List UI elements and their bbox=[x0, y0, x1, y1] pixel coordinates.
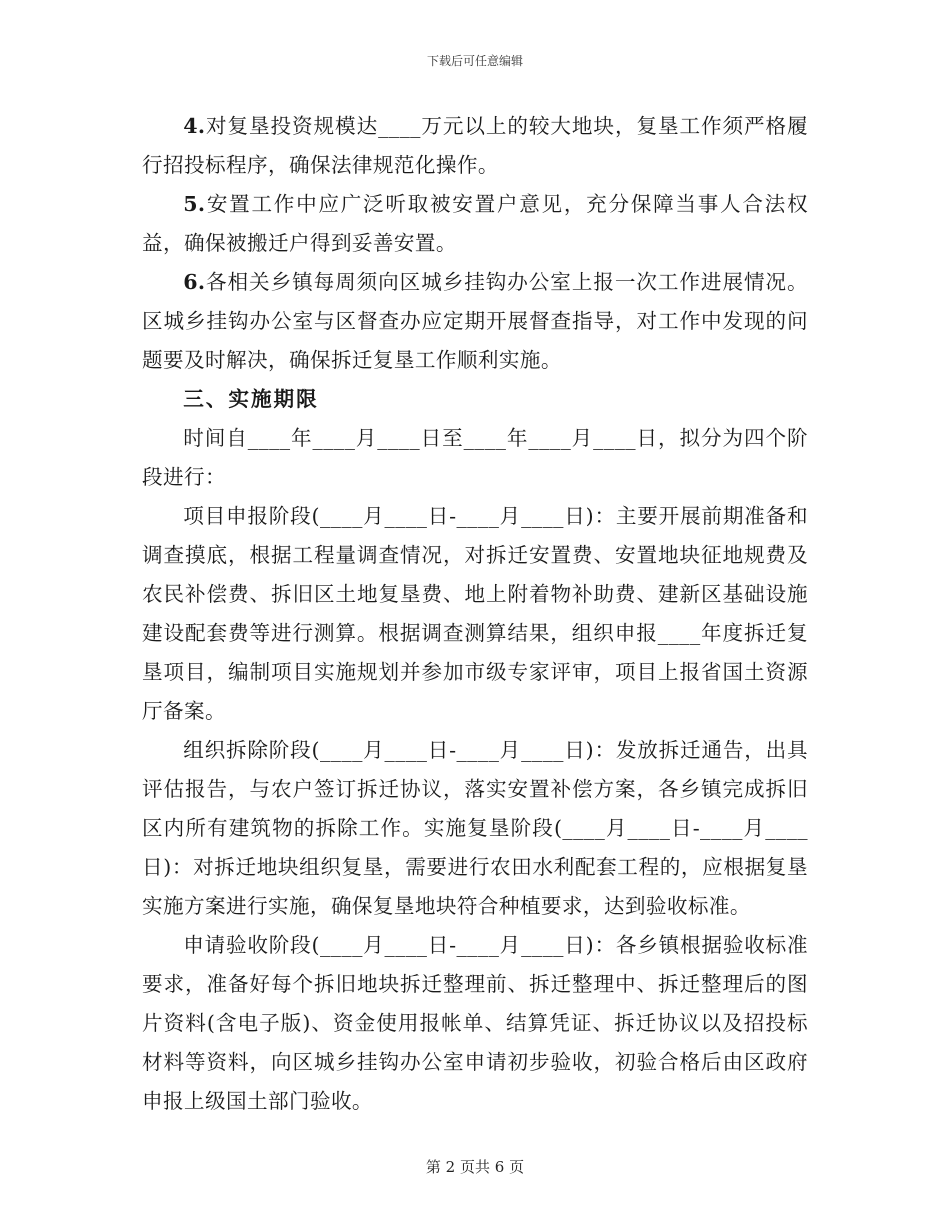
page-footer: 第 2 页共 6 页 bbox=[425, 1158, 525, 1176]
clause-5 bbox=[142, 185, 808, 263]
document-body bbox=[142, 107, 808, 1121]
clause-text: 各相关乡镇每周须向区城乡挂钩办公室上报一次工作进展情况。区城乡挂钩办公室与区督查办应定期开展督查指导，对工作中发现的问题要及时解决，确保拆迁复垦工作顺利实施。 bbox=[142, 270, 808, 372]
clause-6 bbox=[142, 263, 808, 380]
clause-text: 对复垦投资规模达____万元以上的较大地块，复垦工作须严格履行招投标程序，确保法律规范化操作。 bbox=[142, 114, 808, 177]
clause-text: 安置工作中应广泛听取被安置户意见，充分保障当事人合法权益，确保被搬迁户得到妥善安置。 bbox=[142, 192, 808, 255]
period-intro-paragraph: 时间自____年____月____日至____年____月____日，拟分为四个阶段进行： bbox=[142, 426, 808, 489]
clause-number: 6. bbox=[183, 270, 206, 294]
page-header: 下载后可任意编辑 bbox=[426, 54, 523, 68]
clause-number: 4. bbox=[183, 114, 206, 138]
clause-number: 5. bbox=[183, 192, 206, 216]
section-heading: 三、实施期限 bbox=[183, 387, 319, 411]
stage-acceptance-paragraph: 申请验收阶段(____月____日-____月____日)：各乡镇根据验收标准要求，准备好每个拆旧地块拆迁整理前、拆迁整理中、拆迁整理后的图片资料(含电子版)、资金使用报帐单、结算凭证、拆迁协议以及招投标材料等资料，向区城乡挂钩办公室申请初步验收，初验合格后由区政府申报上级国土部门验收。 bbox=[142, 933, 808, 1113]
clause-4 bbox=[142, 107, 808, 185]
stage-application-paragraph: 项目申报阶段(____月____日-____月____日)：主要开展前期准备和调查摸底，根据工程量调查情况，对拆迁安置费、安置地块征地规费及农民补偿费、拆旧区土地复垦费、地上附着物补助费、建新区基础设施建设配套费等进行测算。根据调查测算结果，组织申报____年度拆迁复垦项目，编制项目实施规划并参加市级专家评审，项目上报省国土资源厅备案。 bbox=[142, 504, 808, 723]
stage-demolition-paragraph: 组织拆除阶段(____月____日-____月____日)：发放拆迁通告，出具评估报告，与农户签订拆迁协议，落实安置补偿方案，各乡镇完成拆旧区内所有建筑物的拆除工作。实施复垦阶段(____月____日-____月____日)：对拆迁地块组织复垦，需要进行农田水利配套工程的，应根据复垦实施方案进行实施，确保复垦地块符合种植要求，达到验收标准。 bbox=[142, 738, 808, 918]
